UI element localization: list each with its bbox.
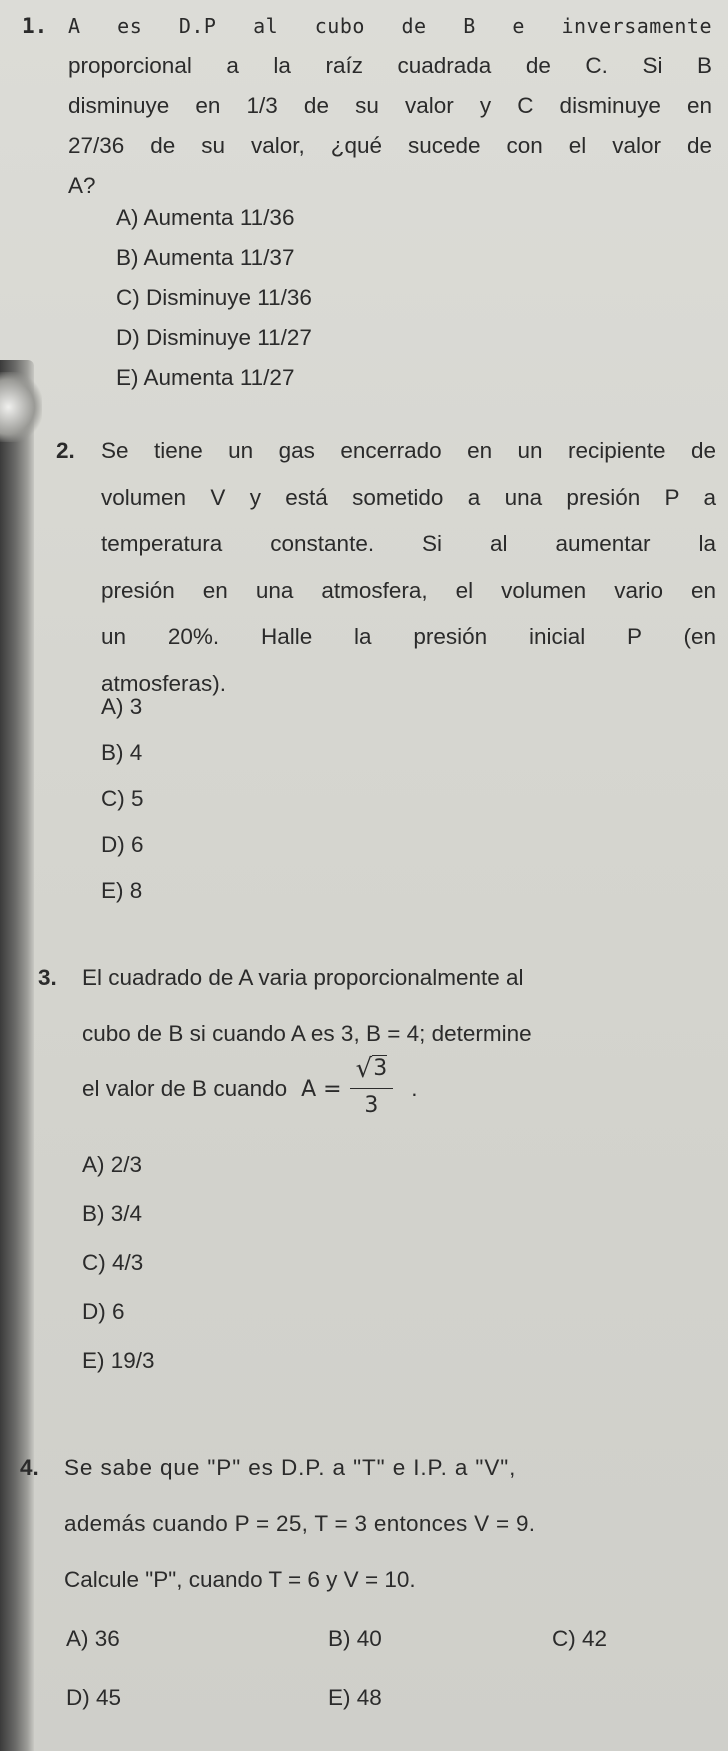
answer-option: C) 42: [552, 1626, 608, 1651]
answer-option: A) Aumenta 11/36: [116, 205, 295, 230]
question-3-equation-line: [82, 1055, 417, 1123]
square-root: [356, 1055, 388, 1083]
trailing-period: .: [411, 1076, 418, 1101]
question-text-line: disminuye en 1/3 de su valor y C disminuye en: [68, 93, 712, 118]
radical-sign-icon: √: [355, 1054, 373, 1084]
question-number: 2.: [56, 438, 75, 463]
answer-option: B) 4: [101, 740, 143, 765]
answer-option: D) Disminuye 11/27: [116, 325, 312, 350]
question-text-line: temperatura constante. Si al aumentar la: [101, 531, 716, 556]
answer-option: D) 6: [101, 832, 144, 857]
book-spine-highlight: [0, 372, 42, 442]
answer-option: E) 8: [101, 878, 143, 903]
question-text-line: el valor de B cuando: [82, 1076, 288, 1101]
question-number: 4.: [20, 1455, 39, 1480]
answer-option: B) Aumenta 11/37: [116, 245, 295, 270]
question-4: [20, 1440, 720, 1608]
answer-option: C) Disminuye 11/36: [116, 285, 312, 310]
answer-option: D) 45: [66, 1685, 122, 1710]
question-3: [38, 950, 718, 1062]
question-text-line: Calcule "P", cuando T = 6 y V = 10.: [64, 1567, 416, 1592]
equation-lhs: A =: [301, 1076, 342, 1102]
radicand: 3: [373, 1056, 388, 1081]
answer-option: C) 5: [101, 786, 144, 811]
answer-option: A) 2/3: [82, 1152, 143, 1177]
question-text-line: El cuadrado de A varia proporcionalmente al: [82, 965, 524, 990]
fraction-numerator: [350, 1055, 394, 1089]
question-text-line: A?: [68, 173, 96, 198]
fraction: [350, 1055, 394, 1123]
question-text-line: cubo de B si cuando A es 3, B = 4; determine: [82, 1021, 532, 1046]
question-1: [22, 6, 712, 206]
answer-option: E) 19/3: [82, 1348, 155, 1373]
question-2: [56, 428, 716, 707]
answer-option: E) Aumenta 11/27: [116, 365, 295, 390]
answer-option: B) 3/4: [82, 1201, 143, 1226]
question-text-line: proporcional a la raíz cuadrada de C. Si B: [68, 53, 712, 78]
question-number: 3.: [38, 965, 57, 990]
question-text-line: un 20%. Halle la presión inicial P (en: [101, 624, 716, 649]
answer-option: A) 36: [66, 1626, 120, 1651]
answer-option: D) 6: [82, 1299, 125, 1324]
question-text-line: Se tiene un gas encerrado en un recipiente de: [101, 438, 716, 463]
answer-option: C) 4/3: [82, 1250, 144, 1275]
question-text-line: volumen V y está sometido a una presión P a: [101, 484, 716, 510]
answer-option: A) 3: [101, 694, 143, 719]
question-text-line: atmosferas).: [101, 670, 227, 696]
question-number: 1.: [22, 14, 48, 38]
fraction-denominator: 3: [364, 1093, 379, 1118]
question-text-line: 27/36 de su valor, ¿qué sucede con el valor de: [68, 133, 712, 158]
question-text-line: Se sabe que "P" es D.P. a "T" e I.P. a "V",: [64, 1455, 517, 1480]
answer-option: B) 40: [328, 1626, 382, 1651]
question-text-line: A es D.P al cubo de B e inversamente: [68, 14, 712, 38]
question-text-line: además cuando P = 25, T = 3 entonces V = 9.: [64, 1511, 536, 1536]
answer-option: E) 48: [328, 1685, 382, 1710]
question-text-line: presión en una atmosfera, el volumen vario en: [101, 577, 716, 603]
